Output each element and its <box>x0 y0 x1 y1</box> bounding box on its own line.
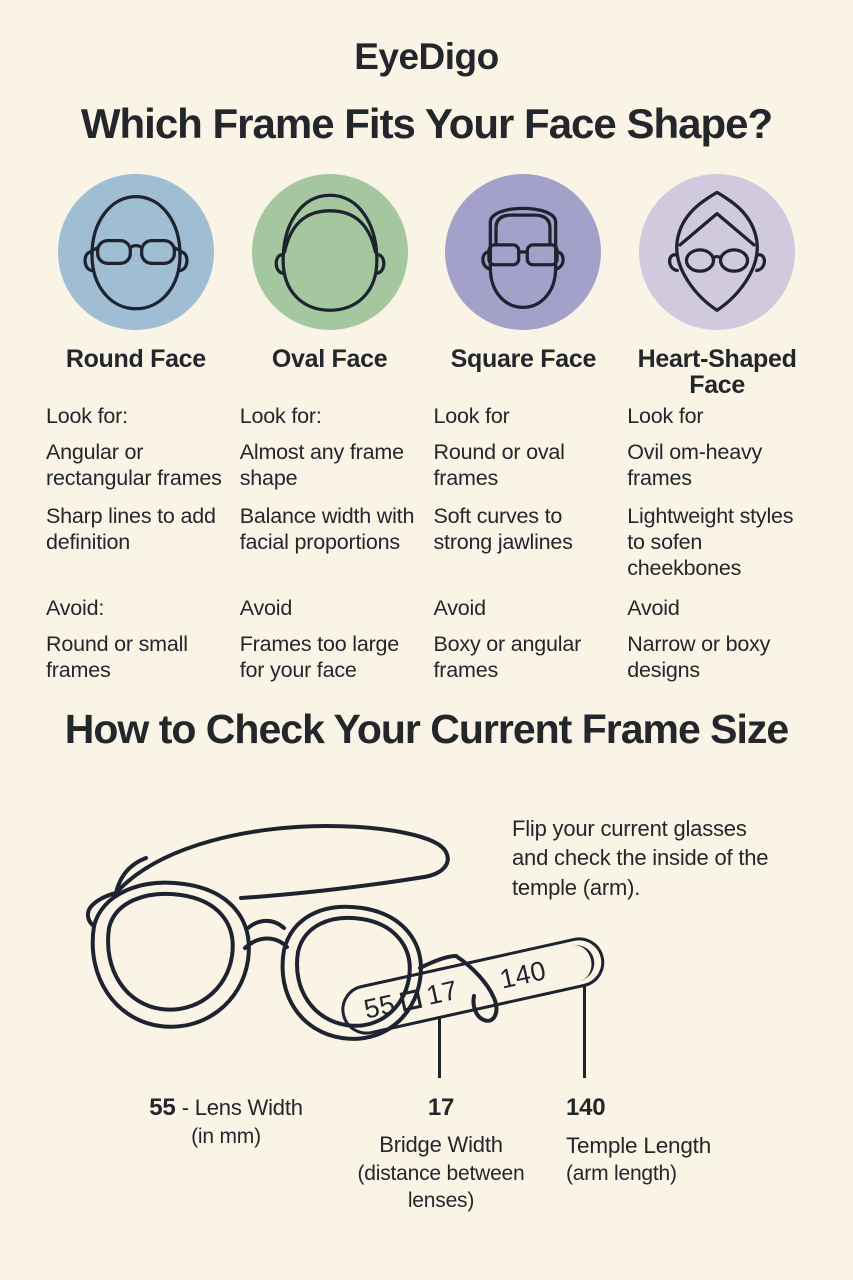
lens-width-sub: (in mm) <box>191 1125 261 1149</box>
avoid-section <box>434 596 614 683</box>
round-face-glasses-icon <box>65 181 207 323</box>
look-for-section <box>46 404 226 596</box>
look-for-item: Lightweight styles to sofen cheekbones <box>627 504 794 580</box>
bridge-width-value: 17 <box>427 1094 455 1121</box>
temple-leader-line <box>583 984 586 1078</box>
square-face-circle <box>445 174 601 330</box>
look-for-item: Angular or rectangular frames <box>46 439 222 490</box>
heart-face-circle <box>639 174 795 330</box>
avoid-section <box>46 596 226 683</box>
look-for-heading: Look for: <box>46 404 128 428</box>
square-face-glasses-icon <box>452 181 594 323</box>
look-for-heading: Look for: <box>239 404 322 428</box>
look-for-item: Almost any frame shape <box>239 439 404 490</box>
lens-width-marking: 55 <box>361 988 398 1025</box>
brand-logo: EyeDigo <box>354 36 499 77</box>
look-for-heading: Look for <box>433 404 510 428</box>
size-section-title: How to Check Your Current Frame Size <box>64 706 789 753</box>
face-shape-columns <box>0 174 853 696</box>
look-for-item: Round or oval frames <box>433 439 565 490</box>
bridge-leader-line <box>438 1016 441 1078</box>
left-lens-outer <box>93 883 249 1027</box>
face-shape-name: Square Face <box>450 345 597 373</box>
avoid-heading: Avoid <box>239 596 293 620</box>
face-shape-column-heart <box>627 174 807 696</box>
bridge-top <box>248 921 284 928</box>
look-for-item: Sharp lines to add definition <box>46 504 216 555</box>
avoid-heading: Avoid <box>627 596 680 620</box>
lens-width-label <box>106 1092 346 1150</box>
look-for-item: Balance width with facial proportions <box>239 504 415 555</box>
avoid-item: Boxy or angular frames <box>433 631 582 682</box>
face-shape-column-oval <box>240 174 420 696</box>
temple-length-name: Temple Length <box>566 1133 712 1159</box>
look-for-section <box>627 404 807 596</box>
temple-length-value: 140 <box>566 1094 606 1121</box>
glasses-illustration <box>46 798 516 1070</box>
look-for-heading: Look for <box>627 404 704 428</box>
face-shape-column-square <box>434 174 614 696</box>
avoid-section <box>240 596 420 683</box>
bridge-width-marking: 17 <box>423 974 461 1011</box>
temple-length-label <box>566 1092 746 1188</box>
bridge-bottom <box>245 939 287 949</box>
avoid-heading: Avoid: <box>46 596 105 620</box>
size-instruction-text: Flip your current glasses and check the inside of the temple (arm). <box>512 816 769 900</box>
left-lens-inner <box>108 894 233 1010</box>
heart-face-glasses-icon <box>646 181 788 323</box>
oval-face-icon <box>259 181 401 323</box>
page-title: Which Frame Fits Your Face Shape? <box>80 100 773 147</box>
avoid-section <box>627 596 807 683</box>
look-for-item: Soft curves to strong jawlines <box>433 504 573 555</box>
round-face-circle <box>58 174 214 330</box>
folded-temple-line <box>116 826 448 898</box>
face-shape-name: Oval Face <box>271 345 388 373</box>
face-shape-name: Heart-Shaped Face <box>637 345 797 400</box>
bridge-width-sub: (distance between lenses) <box>357 1161 525 1213</box>
avoid-heading: Avoid <box>433 596 486 620</box>
temple-length-marking: 140 <box>496 954 549 995</box>
look-for-section <box>434 404 614 596</box>
bridge-width-name: Bridge Width <box>379 1132 503 1158</box>
lens-width-name: - Lens Width <box>181 1095 303 1120</box>
avoid-item: Frames too large for your face <box>239 631 400 682</box>
lens-width-value: 55 <box>149 1094 176 1121</box>
look-for-section <box>240 404 420 596</box>
bridge-width-label <box>348 1092 534 1214</box>
look-for-item: Ovil om-heavy frames <box>627 439 763 490</box>
avoid-item: Round or small frames <box>46 631 188 682</box>
temple-length-sub: (arm length) <box>566 1162 677 1186</box>
avoid-item: Narrow or boxy designs <box>627 631 771 682</box>
square-symbol-icon <box>400 988 423 1011</box>
face-shape-column-round <box>46 174 226 696</box>
face-shape-name: Round Face <box>65 345 206 373</box>
oval-face-circle <box>252 174 408 330</box>
